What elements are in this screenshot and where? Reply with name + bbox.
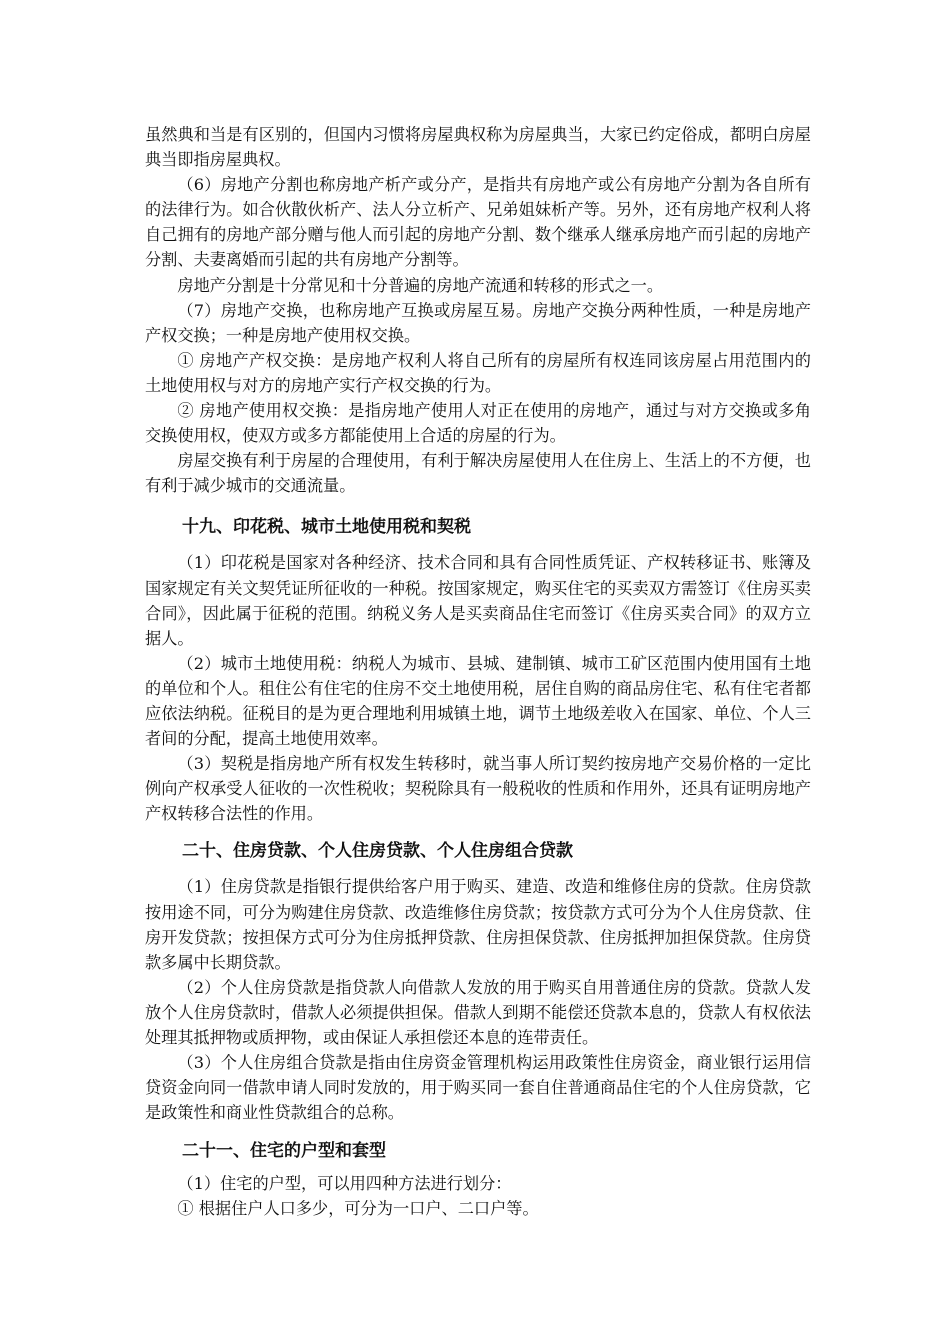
section-heading-20: 二十、住房贷款、个人住房贷款、个人住房组合贷款 (182, 841, 573, 862)
section-heading-19: 十九、印花税、城市土地使用税和契税 (182, 517, 471, 538)
paragraph: 房屋交换有利于房屋的合理使用，有利于解决房屋使用人在住房上、生活上的不方便，也有利于减少城市的交通流量。 (145, 451, 811, 496)
paragraph: 房地产分割是十分常见和十分普遍的房地产流通和转移的形式之一。 (177, 275, 664, 295)
paragraph: ① 根据住户人口多少，可分为一口户、二口户等。 (177, 1199, 539, 1219)
section-heading-21: 二十一、住宅的户型和套型 (182, 1141, 386, 1162)
paragraph: （3）个人住房组合贷款是指由住房资金管理机构运用政策性住房资金，商业银行运用信贷资金向同一借款申请人同时发放的，用于购买同一套自住普通商品住宅的个人住房贷款，它是政策性和商业性贷款组合的总称。 (145, 1053, 811, 1123)
paragraph-item-6: （6）房地产分割也称房地产析产或分产，是指共有房地产或公有房地产分割为各自所有的法律行为。如合伙散伙析产、法人分立析产、兄弟姐妹析产等。另外，还有房地产权利人将自己拥有的房地产部分赠与他人而引起的房地产分割、数个继承人继承房地产而引起的房地产分割、夫妻离婚而引起的共有房地产分割等。 (145, 175, 811, 270)
document-page (145, 122, 811, 1222)
paragraph: （2）个人住房贷款是指贷款人向借款人发放的用于购买自用普通住房的贷款。贷款人发放个人住房贷款时，借款人必须提供担保。借款人到期不能偿还贷款本息的，贷款人有权依法处理其抵押物或质押物，或由保证人承担偿还本息的连带责任。 (145, 977, 811, 1047)
paragraph: （2）城市土地使用税：纳税人为城市、县城、建制镇、城市工矿区范围内使用国有土地的单位和个人。租住公有住宅的住房不交土地使用税，居住自购的商品房住宅、私有住宅者都应依法纳税。征税目的是为更合理地利用城镇土地，调节土地级差收入在国家、单位、个人三者间的分配，提高土地使用效率。 (145, 653, 811, 749)
paragraph: （1）住房贷款是指银行提供给客户用于购买、建造、改造和维修住房的贷款。住房贷款按用途不同，可分为购建住房贷款、改造维修住房贷款；按贷款方式可分为个人住房贷款、住房开发贷款；按担保方式可分为住房抵押贷款、住房担保贷款、住房抵押加担保贷款。住房贷款多属中长期贷款。 (145, 877, 811, 972)
paragraph: （3）契税是指房地产所有权发生转移时，就当事人所订契约按房地产交易价格的一定比例向产权承受人征收的一次性税收；契税除具有一般税收的性质和作用外，还具有证明房地产产权转移合法性的作用。 (145, 754, 811, 824)
paragraph-sub-item-1: ① 房地产产权交换：是房地产权利人将自己所有的房屋所有权连同该房屋占用范围内的土地使用权与对方的房地产实行产权交换的行为。 (145, 350, 811, 395)
paragraph: （1）住宅的户型，可以用四种方法进行划分： (177, 1174, 512, 1194)
paragraph: （1）印花税是国家对各种经济、技术合同和具有合同性质凭证、产权转移证书、账簿及国家规定有关文契凭证所征收的一种税。按国家规定，购买住宅的买卖双方需签订《住房买卖合同》，因此属于征税的范围。纳税义务人是买卖商品住宅而签订《住房买卖合同》的双方立据人。 (145, 553, 811, 648)
paragraph-sub-item-2: ② 房地产使用权交换：是指房地产使用人对正在使用的房地产，通过与对方交换或多角交换使用权，使双方或多方都能使用上合适的房屋的行为。 (145, 401, 811, 446)
paragraph-item-7: （7）房地产交换，也称房地产互换或房屋互易。房地产交换分两种性质，一种是房地产产权交换；一种是房地产使用权交换。 (145, 300, 811, 345)
paragraph-continued: 虽然典和当是有区别的，但国内习惯将房屋典权称为房屋典当，大家已约定俗成，都明白房屋典当即指房屋典权。 (145, 125, 811, 170)
